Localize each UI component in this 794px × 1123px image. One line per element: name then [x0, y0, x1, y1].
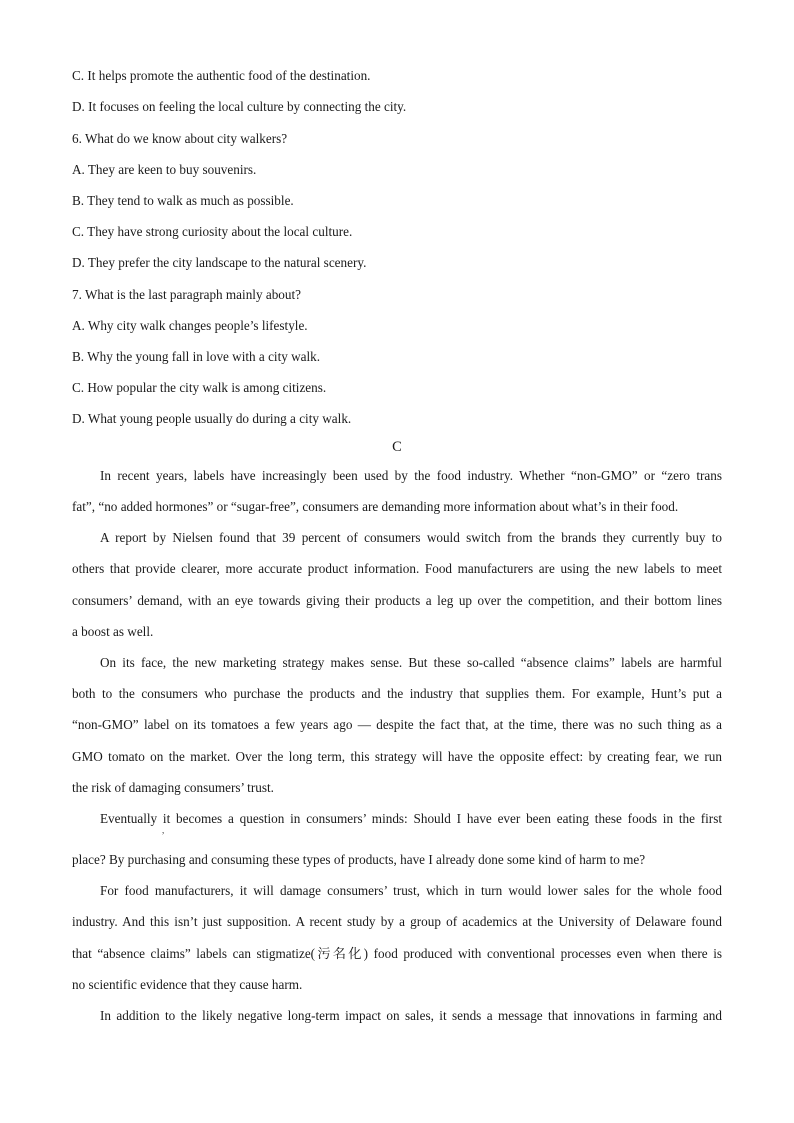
answer-option-a-q6: A. They are keen to buy souvenirs. [72, 162, 257, 177]
passage-line: a boost as well. [72, 624, 154, 639]
question-6: 6. What do we know about city walkers? [72, 131, 288, 146]
passage-line: GMO tomato on the market. Over the long term, this strategy will have the opposite effect: by creating fear, we run [72, 749, 722, 764]
passage-line: the risk of damaging consumers’ trust. [72, 780, 274, 795]
passage-line: industry. And this isn’t just supposition. A recent study by a group of academics at the University of Delaware found [72, 914, 722, 929]
answer-option-d-q5: D. It focuses on feeling the local culture by connecting the city. [72, 99, 407, 114]
passage-line: no scientific evidence that they cause harm. [72, 977, 303, 992]
passage-line: “non-GMO” label on its tomatoes a few years ago — despite the fact that, at the time, there was no such thing as a [72, 717, 722, 732]
answer-option-c-q5: C. It helps promote the authentic food of the destination. [72, 68, 371, 83]
answer-option-d-q7: D. What young people usually do during a city walk. [72, 411, 352, 426]
passage-line: For food manufacturers, it will damage consumers’ trust, which in turn would lower sales for the whole food [100, 883, 722, 898]
passage-line: On its face, the new marketing strategy makes sense. But these so-called “absence claims” labels are harmful [100, 655, 722, 670]
passage-line: fat”, “no added hormones” or “sugar-free”, consumers are demanding more information about what’s in their food. [72, 499, 679, 514]
passage-line: In addition to the likely negative long-term impact on sales, it sends a message that innovations in farming and [100, 1008, 722, 1023]
passage-line: In recent years, labels have increasingly been used by the food industry. Whether “non-GMO” or “zero trans [100, 468, 722, 483]
answer-option-b-q6: B. They tend to walk as much as possible. [72, 193, 294, 208]
answer-option-d-q6: D. They prefer the city landscape to the natural scenery. [72, 255, 367, 270]
answer-option-b-q7: B. Why the young fall in love with a city walk. [72, 349, 321, 364]
passage-line: that “absence claims” labels can stigmatize(污名化) food produced with conventional processes even when there is [72, 946, 722, 961]
question-7: 7. What is the last paragraph mainly about? [72, 287, 302, 302]
passage-line: consumers’ demand, with an eye towards giving their products a leg up over the competition, and their bottom lines [72, 593, 722, 608]
passage-line: place? By purchasing and consuming these types of products, have I already done some kind of harm to me? [72, 852, 646, 867]
section-heading: C [392, 439, 402, 455]
answer-option-c-q6: C. They have strong curiosity about the local culture. [72, 224, 353, 239]
passage-line: Eventually it becomes a question in consumers’ minds: Should I have ever been eating these foods in the first [100, 811, 722, 826]
passage-line: A report by Nielsen found that 39 percent of consumers would switch from the brands they currently buy to [100, 530, 722, 545]
stray-comma-mark: , [162, 825, 165, 835]
answer-option-a-q7: A. Why city walk changes people’s lifestyle. [72, 318, 308, 333]
passage-line: both to the consumers who purchase the products and the industry that supplies them. For example, Hunt’s put a [72, 686, 722, 701]
answer-option-c-q7: C. How popular the city walk is among citizens. [72, 380, 327, 395]
passage-line: others that provide clearer, more accurate product information. Food manufacturers are using the new labels to meet [72, 561, 722, 576]
